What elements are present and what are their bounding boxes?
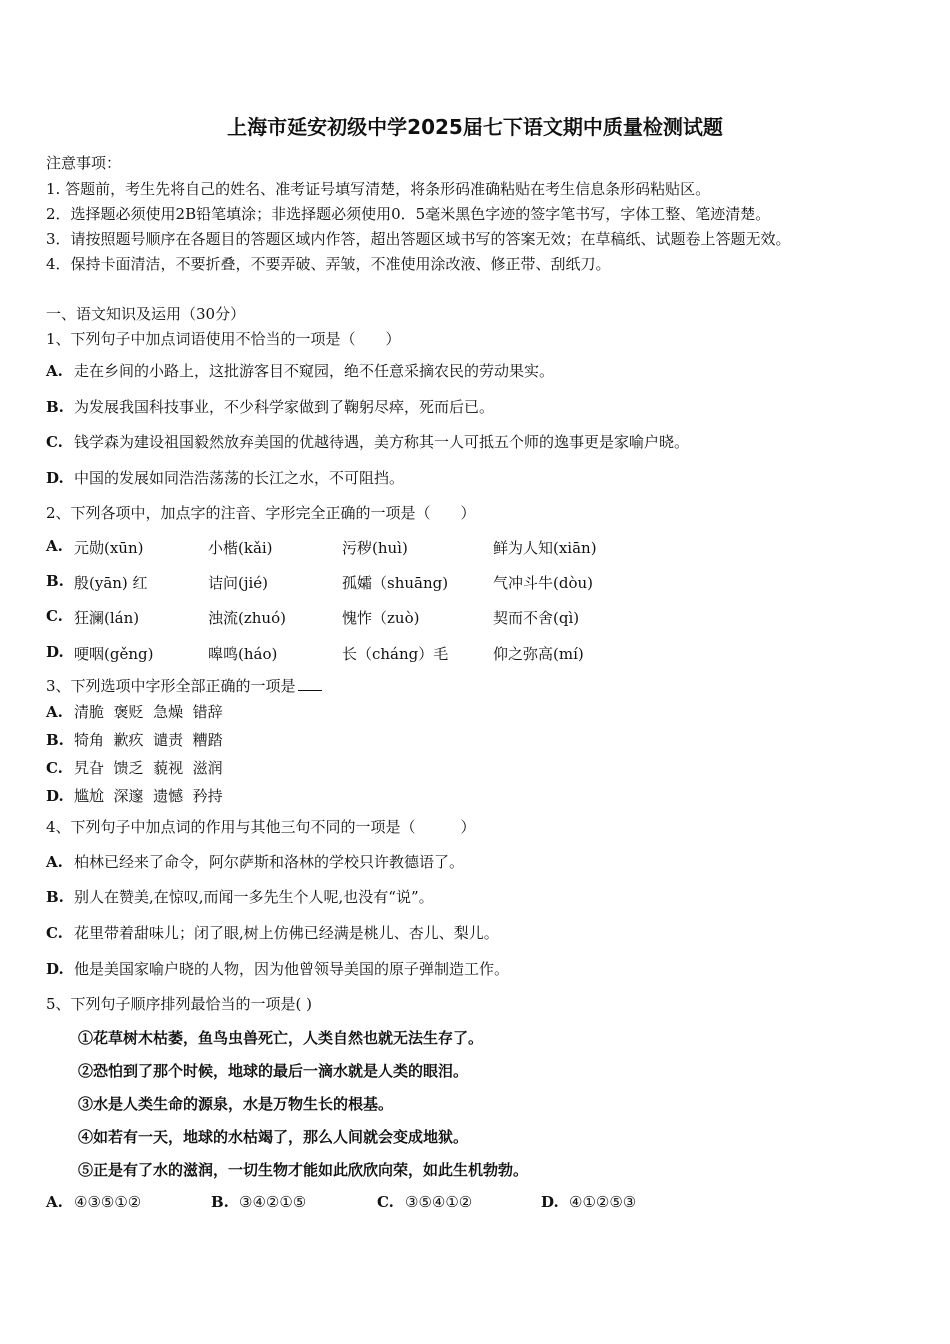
q1-option-d [46, 467, 404, 488]
option-label: B. [46, 398, 64, 416]
option-label: A. [46, 362, 63, 380]
section-heading: 一、语文知识及运用（30分） [46, 305, 246, 323]
option-label: C. [46, 433, 63, 451]
option-text: 他是美国家喻户晓的人物，因为他曾领导美国的原子弹制造工作。 [74, 960, 510, 978]
question-1-stem: 1、下列句子中加点词语使用不恰当的一项是（ ） [46, 330, 401, 348]
question-2-stem: 2、下列各项中，加点字的注音、字形完全正确的一项是（ ） [46, 504, 476, 522]
notice-item: 3．请按照题号顺序在各题目的答题区域内作答，超出答题区域书写的答案无效；在草稿纸、试题卷上答题无效。 [46, 230, 791, 248]
answer-blank [298, 676, 322, 691]
q5-sentence: ③水是人类生命的源泉，水是万物生长的根基。 [78, 1095, 394, 1113]
stem-text: 3、下列选项中字形全部正确的一项是 [46, 677, 296, 695]
option-cell: 浊流(zhuó) [208, 609, 286, 627]
option-cell: 污秽(huì) [342, 539, 408, 557]
q3-option-c [46, 757, 223, 778]
option-text: 中国的发展如同浩浩荡荡的长江之水，不可阻挡。 [74, 469, 405, 487]
q5-option-d [541, 1193, 636, 1211]
notice-heading: 注意事项： [46, 154, 122, 172]
q1-option-a [46, 360, 554, 381]
option-text: 旯旮 馈乏 藐视 滋润 [74, 759, 223, 777]
q5-option-a [46, 1193, 141, 1211]
option-label: D. [46, 643, 64, 661]
option-label: D. [541, 1193, 559, 1211]
option-text: 为发展我国科技事业，不少科学家做到了鞠躬尽瘁，死而后已。 [74, 398, 495, 416]
option-label: B. [46, 572, 64, 590]
q4-option-d [46, 958, 509, 979]
option-label: D. [46, 469, 64, 487]
q4-option-b [46, 886, 434, 907]
option-cell: 诘问(jié) [208, 574, 269, 592]
option-text: ③④②①⑤ [239, 1193, 307, 1211]
option-cell: 鲜为人知(xiān) [493, 539, 597, 557]
option-cell: 长（cháng）毛 [342, 645, 449, 663]
option-text: ④③⑤①② [74, 1193, 142, 1211]
option-text: ④①②⑤③ [569, 1193, 637, 1211]
q4-option-a [46, 851, 464, 872]
option-cell: 狂澜(lán) [74, 609, 140, 627]
q5-sentence: ①花草树木枯萎，鱼鸟虫兽死亡，人类自然也就无法生存了。 [78, 1029, 484, 1047]
option-cell: 哽咽(gěng) [74, 645, 154, 663]
option-text: 尴尬 深邃 遗憾 矜持 [74, 787, 223, 805]
page-title: 上海市延安初级中学2025届七下语文期中质量检测试题 [227, 115, 723, 139]
notice-item: 1. 答题前，考生先将自己的姓名、准考证号填写清楚，将条形码准确粘贴在考生信息条形码粘贴区。 [46, 180, 711, 198]
q5-sentence: ②恐怕到了那个时候，地球的最后一滴水就是人类的眼泪。 [78, 1062, 469, 1080]
option-cell: 气冲斗牛(dòu) [493, 574, 593, 592]
option-label: C. [46, 759, 63, 777]
question-3-stem [46, 675, 322, 696]
option-cell: 元勋(xūn) [74, 539, 144, 557]
option-label: B. [211, 1193, 229, 1211]
q3-option-a [46, 701, 223, 722]
option-text: 钱学森为建设祖国毅然放弃美国的优越待遇，美方称其一人可抵五个师的逸事更是家喻户晓。 [74, 433, 690, 451]
q3-option-b [46, 729, 223, 750]
option-text: 清脆 褒贬 急燥 错辞 [74, 703, 223, 721]
option-label: B. [46, 731, 64, 749]
option-cell: 契而不舍(qì) [493, 609, 580, 627]
option-cell: 小楷(kǎi) [208, 539, 273, 557]
option-cell: 孤孀（shuāng) [342, 574, 449, 592]
question-5-stem: 5、下列句子顺序排列最恰当的一项是( ) [46, 995, 313, 1013]
notice-item: 2．选择题必须使用2B铅笔填涂；非选择题必须使用0．5毫米黑色字迹的签字笔书写，字体工整、笔迹清楚。 [46, 205, 771, 223]
option-label: A. [46, 703, 63, 721]
option-label: D. [46, 787, 64, 805]
notice-item: 4．保持卡面清洁，不要折叠，不要弄破、弄皱，不准使用涂改液、修正带、刮纸刀。 [46, 255, 611, 273]
q5-option-c [377, 1193, 472, 1211]
option-label: C. [377, 1193, 394, 1211]
question-4-stem: 4、下列句子中加点词的作用与其他三句不同的一项是（ ） [46, 818, 476, 836]
option-text: ③⑤④①② [405, 1193, 473, 1211]
q1-option-b [46, 396, 494, 417]
q5-sentence: ④如若有一天，地球的水枯竭了，那么人间就会变成地狱。 [78, 1128, 469, 1146]
option-cell: 愧怍（zuò) [342, 609, 420, 627]
q5-option-b [211, 1193, 306, 1211]
q4-option-c [46, 922, 499, 943]
option-label: C. [46, 607, 63, 625]
option-text: 花里带着甜味儿；闭了眼,树上仿佛已经满是桃儿、杏儿、梨儿。 [74, 924, 499, 942]
option-label: A. [46, 1193, 63, 1211]
option-label: C. [46, 924, 63, 942]
q1-option-c [46, 431, 689, 452]
option-label: A. [46, 853, 63, 871]
option-cell: 仰之弥高(mí) [493, 645, 584, 663]
option-cell: 殷(yān) 红 [74, 574, 148, 592]
option-cell: 嗥鸣(háo) [208, 645, 278, 663]
q5-sentence: ⑤正是有了水的滋润，一切生物才能如此欣欣向荣，如此生机勃勃。 [78, 1161, 529, 1179]
option-text: 犄角 歉疚 谴责 糟踏 [74, 731, 223, 749]
option-label: B. [46, 888, 64, 906]
option-text: 别人在赞美,在惊叹,而闻一多先生个人呢,也没有“说”。 [74, 888, 434, 906]
option-label: A. [46, 537, 63, 555]
option-text: 走在乡间的小路上，这批游客目不窥园，绝不任意采摘农民的劳动果实。 [74, 362, 555, 380]
option-label: D. [46, 960, 64, 978]
q3-option-d [46, 785, 223, 806]
option-text: 柏林已经来了命令，阿尔萨斯和洛林的学校只许教德语了。 [74, 853, 465, 871]
